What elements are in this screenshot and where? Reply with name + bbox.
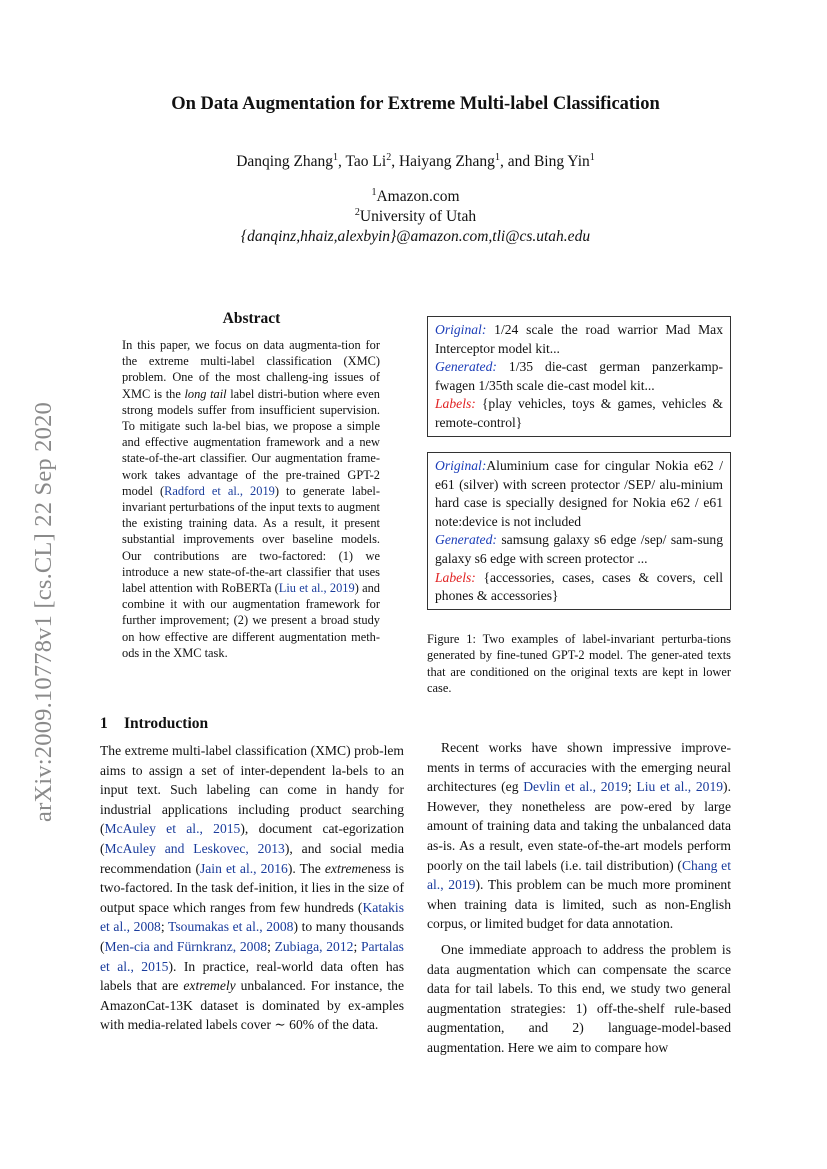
paper-title: On Data Augmentation for Extreme Multi-label Classification	[171, 94, 660, 114]
citation-link[interactable]: Jain et al., 2016	[199, 860, 288, 876]
text-run: ). This problem can be much more prominent when training data is limited, such as non-English corpus, or limited budget for data annotation.	[427, 877, 731, 932]
author-separator: , and	[499, 153, 534, 171]
text-run: Recent works have shown impressive improve-ments in terms of accuracies with the emerging neural architectures (eg	[427, 740, 731, 795]
text-run: ;	[627, 779, 637, 795]
left-column-text	[100, 741, 404, 1035]
citation-link[interactable]: Liu et al., 2019	[636, 779, 724, 795]
right-column-text	[427, 738, 731, 1058]
citation-link[interactable]: Liu et al., 2019	[278, 581, 355, 596]
author-emails: {danqinz,hhaiz,alexbyin}@amazon.com,tli@cs.utah.edu	[240, 228, 591, 245]
generated-text: samsung galaxy s6 edge /sep/ sam-sung galaxy s6 edge with screen protector ...	[435, 532, 723, 566]
citation-link[interactable]: Partalas et al., 2015	[100, 938, 404, 974]
emphasis: extreme	[324, 860, 368, 876]
abstract-text: ) to generate label-invariant perturbations of the input texts to augment the existing training data. As a result, it present substantial improvements over baseline models. Our contributions are two-factored: (1) we introduce a new state-of-the-art classifier that uses label attention with RoBERTa (	[122, 483, 380, 596]
citation-link[interactable]: Devlin et al., 2019	[523, 779, 628, 795]
labels-text: {accessories, cases, cases & covers, cell phones & accessories}	[435, 569, 723, 604]
text-run: ), and social media recommendation (	[100, 840, 404, 876]
affiliation-name: Amazon.com	[376, 188, 460, 206]
text-run: ness is two-factored. In the task def-inition, it lies in the size of output space which ranges from few hundreds (	[100, 860, 404, 915]
original-text: Aluminium case for cingular Nokia e62 / e61 (silver) with screen protector /SEP/ alu-minium hard case is specially designed for Nokia e62 / e61 note:device is not included	[435, 458, 723, 529]
arxiv-sidebar	[22, 362, 66, 862]
text-run: ;	[353, 938, 361, 954]
figure-caption: Figure 1: Two examples of label-invariant perturba-tions generated by fine-tuned GPT-2 model. The gener-ated texts that are conditioned on the original texts are kept in lower case.	[427, 632, 731, 695]
paragraph	[100, 741, 404, 1035]
citation-link[interactable]: McAuley and Leskovec, 2013	[104, 840, 285, 856]
citation-link[interactable]: Zubiaga, 2012	[274, 938, 354, 954]
citation-link[interactable]: Chang et al., 2019	[427, 857, 731, 893]
text-run: ;	[160, 919, 169, 935]
paragraph: One immediate approach to address the problem is data augmentation which can compensate the scarce data for tail labels. To this end, we study two general augmentation strategies: 1) off-the-shelf rule-based augmentation, and 2) language-model-based augmentation. Here we aim to compare how	[427, 941, 731, 1055]
section-heading	[100, 715, 208, 733]
text-run: ), document cat-egorization (	[100, 821, 404, 856]
citation-link[interactable]: McAuley et al., 2015	[104, 821, 241, 837]
arxiv-identifier: arXiv:2009.10778v1 [cs.CL] 22 Sep 2020	[30, 402, 57, 822]
figure-example-box	[427, 452, 731, 610]
author-name: Haiyang Zhang	[398, 153, 495, 171]
abstract-emphasis: long tail	[184, 386, 227, 401]
text-run: ). In practice, real-world data often has labels that are	[100, 958, 404, 994]
citation-link[interactable]: Men-cia and Fürnkranz, 2008	[104, 938, 268, 954]
abstract-text: In this paper, we focus on data augmenta-tion for the extreme multi-label classification (XMC) problem. One of the most challeng-ing issues of XMC is the	[122, 338, 380, 401]
affiliation-name: University of Utah	[359, 208, 477, 226]
labels-text: {play vehicles, toys & games, vehicles & remote-control}	[435, 396, 723, 430]
figure-example-box	[427, 316, 731, 437]
labels-label: Labels:	[435, 396, 476, 412]
affiliation-line	[100, 207, 731, 226]
author-affiliation-mark: 1	[589, 152, 595, 163]
citation-link[interactable]: Tsoumakas et al., 2008	[168, 919, 294, 935]
original-text: 1/24 scale the road warrior Mad Max Interceptor model kit...	[435, 322, 723, 356]
section-number: 1	[100, 715, 108, 732]
text-run: ) to many thousands (	[100, 919, 404, 954]
author-name: Tao Li	[345, 153, 387, 171]
text-run: unbalanced. For instance, the AmazonCat-13K dataset is dominated by ex-amples with media-related labels cover ∼ 60% of the data.	[100, 978, 404, 1033]
labels-label: Labels:	[435, 569, 476, 585]
section-title: Introduction	[124, 715, 209, 732]
text-run: ). The	[287, 860, 325, 876]
generated-label: Generated:	[435, 359, 497, 375]
citation-link[interactable]: Katakis et al., 2008	[100, 899, 404, 935]
generated-label: Generated:	[435, 532, 497, 548]
author-name: Danqing Zhang	[236, 153, 334, 171]
affiliation-line	[100, 187, 731, 206]
text-run: ). However, they nonetheless are pow-ered by large amount of training data and taking the unbalanced data as-is. As a result, even state-of-the-art models perform poorly on the tail labels (i.e. tail distribution) (	[427, 779, 731, 873]
author-affiliation-mark: 2	[386, 152, 392, 163]
original-label: Original:	[435, 322, 487, 337]
generated-text: 1/35 die-cast german panzerkamp-fwagen 1/35th scale die-cast model kit...	[435, 359, 723, 393]
author-separator: ,	[338, 153, 346, 171]
emphasis: extremely	[183, 978, 236, 994]
author-list	[100, 152, 731, 171]
author-separator: ,	[391, 153, 399, 171]
text-run: ;	[267, 938, 275, 954]
citation-link[interactable]: Radford et al., 2019	[164, 483, 275, 498]
text-run: The extreme multi-label classification (XMC) prob-lem aims to assign a set of inter-dependent la-bels to an input text. Such labeling can come in handy for industrial applications including product searching (	[100, 743, 404, 837]
abstract-body	[122, 337, 380, 661]
abstract-heading: Abstract	[222, 310, 281, 327]
author-affiliation-mark: 1	[494, 152, 500, 163]
author-affiliation-mark: 1	[333, 152, 339, 163]
author-name: Bing Yin	[533, 153, 590, 171]
affiliation-mark: 2	[354, 207, 360, 218]
original-label: Original:	[435, 458, 487, 473]
paragraph	[427, 738, 731, 934]
affiliation-mark: 1	[371, 187, 377, 198]
abstract-text: ) and combine it with our augmentation framework for further improvement; (2) we present a broad study on how effective are different augmentation meth-ods in the XMC task.	[122, 581, 380, 660]
abstract-text: label distri-bution where even strong models suffer from insufficient supervision. To mitigate such la-bel bias, we propose a simple and effective augmentation framework and a new state-of-the-art classifier. Our augmentation frame-work takes advantage of the pre-trained GPT-2 model (	[122, 386, 380, 498]
